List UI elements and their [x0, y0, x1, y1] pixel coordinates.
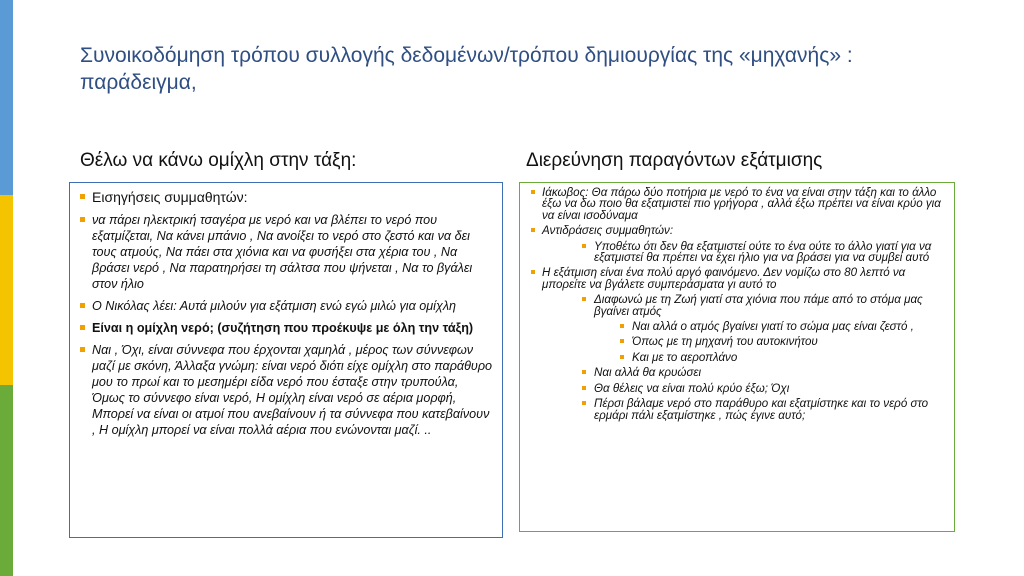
left-column-heading: Θέλω να κάνω ομίχλη στην τάξη: — [80, 150, 357, 171]
slide-title: Συνοικοδόμηση τρόπου συλλογής δεδομένων/τρόπου δημιουργίας της «μηχανής» : παράδειγμα, — [80, 44, 853, 94]
right-content-box — [519, 182, 955, 532]
list-item: Είναι η ομίχλη νερό; (συζήτηση που προέκυψε με όλη την τάξη) — [78, 320, 494, 336]
list-item: Υποθέτω ότι δεν θα εξατμιστεί ούτε το ένα ούτε το άλλο γιατί για να εξατμιστεί θα πρέπει να έχει ήλιο για να βράσει για να συμβεί αυτό — [528, 241, 946, 264]
list-item: Η εξάτμιση είναι ένα πολύ αργό φαινόμενο. Δεν νομίζω στο 80 λεπτό να μπορείτε να βγάλετε συμπεράσματα γι αυτό το — [528, 267, 946, 290]
list-item: Ναι , Όχι, είναι σύννεφα που έρχονται χαμηλά , μέρος των σύννεφων μαζί με σκόνη, Άλλαξα γνώμη: είναι νερό διότι είχε ομίχλη στο παράθυρο μου το πρωί και το μεσημέρι είδα νερό που έσταξε στην τρυπούλα, Όμως το σύννεφο είναι νερό, Η ομίχλη είναι νερό σε αέρια μορφή, Μπορεί να είναι οι ατμοί που ανεβαίνουν ή τα σύννεφα που κατεβαίνουν , Η ομίχλη μπορεί να είναι πολλά αέρια που ενώνονται μαζί. .. — [78, 342, 494, 438]
list-item: Ναι αλλά θα κρυώσει — [528, 367, 946, 378]
list-item: Ιάκωβος: Θα πάρω δύο ποτήρια με νερό το ένα να είναι στην τάξη και το άλλο έξω να δω ποιο θα εξατμιστεί πιο γρήγορα , αλλά έξω πρέπει να είναι κρύο για να είναι ισοδύναμα — [528, 187, 946, 221]
right-bullet-list — [528, 187, 946, 421]
accent-bar-yellow — [0, 195, 13, 385]
left-content-box — [69, 182, 503, 538]
list-item: Διαφωνώ με τη Ζωή γιατί στα χιόνια που πάμε από το στόμα μας βγαίνει ατμός — [528, 294, 946, 317]
list-item: Θα θέλεις να είναι πολύ κρύο έξω; Όχι — [528, 383, 946, 394]
list-item: να πάρει ηλεκτρική τσαγέρα με νερό και να βλέπει το νερό που εξατμίζεται, Να κάνει μπάνιο , Να ανοίξει το νερό στο ζεστό και να δει τους ατμούς, Να πάει στα χιόνια και να φυσήξει στα χέρια του , Να βράσει νερό , Να παρατηρήσει τη σάλτσα που ψήνεται , Να το βγάλει στον ήλιο — [78, 212, 494, 292]
list-item: Αντιδράσεις συμμαθητών: — [528, 225, 946, 236]
list-item: Πέρσι βάλαμε νερό στο παράθυρο και εξατμίστηκε και το νερό στο ερμάρι πάλι εξατμίστηκε , πώς έγινε αυτό; — [528, 398, 946, 421]
list-item: Ο Νικόλας λέει: Αυτά μιλούν για εξάτμιση ενώ εγώ μιλώ για ομίχλη — [78, 298, 494, 314]
right-column-heading: Διερεύνηση παραγόντων εξάτμισης — [526, 150, 823, 171]
list-item: Ναι αλλά ο ατμός βγαίνει γιατί το σώμα μας είναι ζεστό , — [528, 321, 946, 332]
left-bullet-list — [78, 189, 494, 438]
list-item: Και με το αεροπλάνο — [528, 352, 946, 363]
accent-bar-blue — [0, 0, 13, 195]
accent-bar-green — [0, 385, 13, 576]
list-item: Όπως με τη μηχανή του αυτοκινήτου — [528, 336, 946, 347]
list-item: Εισηγήσεις συμμαθητών: — [78, 189, 494, 206]
